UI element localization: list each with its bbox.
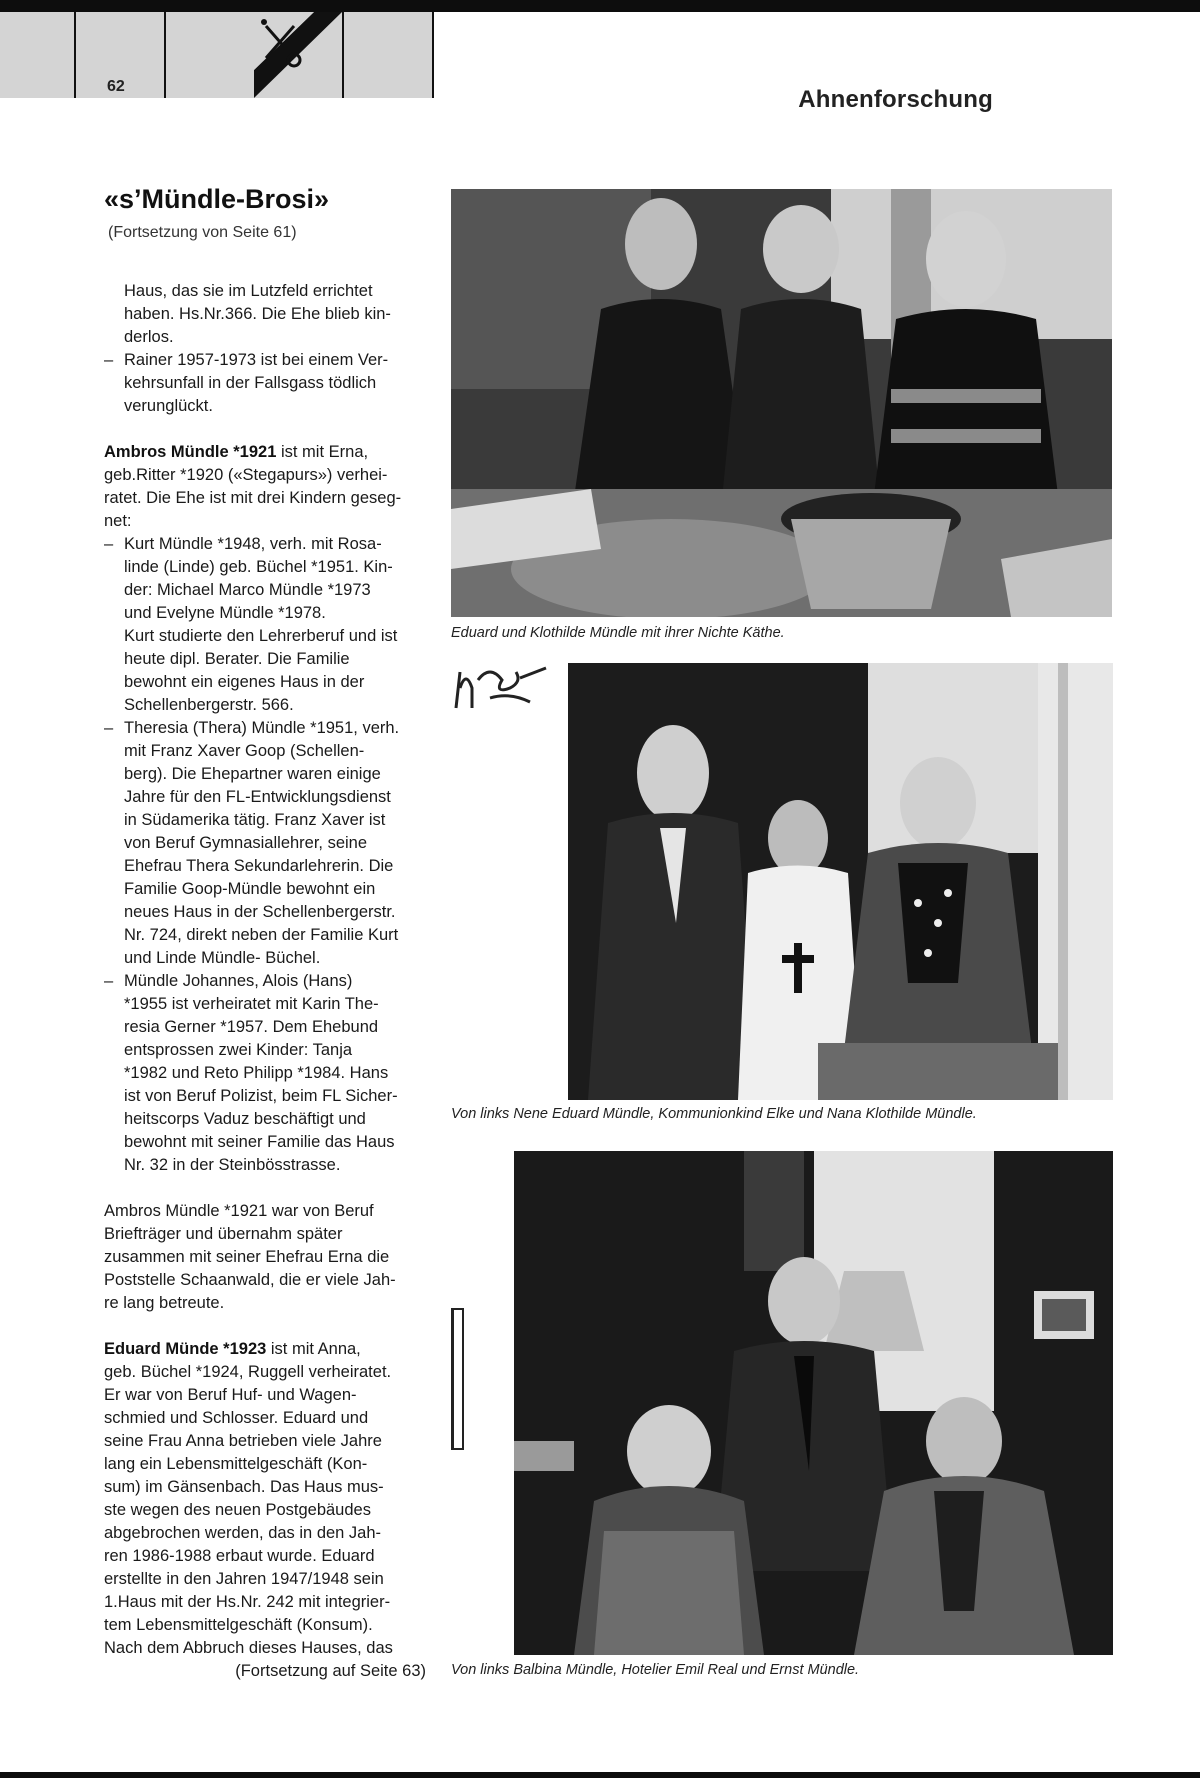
header-strip	[0, 12, 432, 98]
signature-mark	[450, 658, 550, 718]
paragraph-haus: Haus, das sie im Lutzfeld errichtet haben. Hs.Nr.366. Die Ehe blieb kin- derlos.	[124, 282, 391, 346]
header-divider	[74, 12, 76, 98]
article-title: «s’Mündle-Brosi»	[104, 184, 330, 214]
photo-caption-3: Von links Balbina Mündle, Hotelier Emil Real und Ernst Mündle.	[451, 1662, 860, 1678]
crossed-tools-emblem	[254, 12, 342, 98]
photo-eduard-elke-klothilde	[568, 663, 1113, 1100]
paragraph-ambros-beruf: Ambros Mündle *1921 war von Beruf Briefträger und übernahm später zusammen mit seiner Ehefrau Erna die Poststelle Schaanwald, die er viele Jah- re lang betreute.	[104, 1202, 396, 1312]
name-ambros: Ambros Mündle *1921	[104, 443, 277, 461]
article-subtitle: (Fortsetzung von Seite 61)	[108, 224, 297, 241]
top-border	[0, 0, 1200, 12]
list-item-kurt: – Kurt Mündle *1948, verh. mit Rosa- linde (Linde) geb. Büchel *1951. Kin- der: Michael Marco Mündle *1973 und Evelyne Mündle *1978. Kurt studierte den Lehrerberuf und ist heute dipl. Berater. Die Familie bewohnt ein eigenes Haus in der Schellenbergerstr. 566.	[104, 535, 398, 714]
page-number: 62	[107, 78, 125, 95]
list-item-hans: – Mündle Johannes, Alois (Hans) *1955 ist verheiratet mit Karin The- resia Gerner *1957. Dem Ehebund entsprossen zwei Kinder: Tanja *1982 und Reto Philipp *1984. Hans ist von Beruf Polizist, beim FL Sicher- heitscorps Vaduz beschäftigt und bewohnt mit seiner Familie das Haus Nr. 32 in der Steinbösstrasse.	[104, 972, 398, 1174]
photo-eduard-klothilde-kaethe	[451, 189, 1112, 617]
article-body	[104, 280, 426, 1683]
paragraph-eduard: Eduard Münde *1923 ist mit Anna, geb. Büchel *1924, Ruggell verheiratet. Er war von Beruf Huf- und Wagen- schmied und Schlosser. Eduard und seine Frau Anna betrieben viele Jahre lang ein Lebensmittelgeschäft (Kon- sum) im Gänsenbach. Das Haus mus- ste wegen des neuen Postgebäudes abgebrochen werden, das in den Jah- ren 1986-1988 erbaut wurde. Eduard erstellte in den Jahren 1947/1948 sein 1.Haus mit der Hs.Nr. 242 mit integrier- tem Lebensmittelgeschäft (Konsum). Nach dem Abbruch dieses Hauses, das	[104, 1340, 393, 1657]
bottom-border	[0, 1772, 1200, 1778]
continued-note: (Fortsetzung auf Seite 63)	[235, 1662, 426, 1680]
header-divider	[164, 12, 166, 98]
name-eduard: Eduard Münde *1923	[104, 1340, 267, 1358]
photo-caption-2: Von links Nene Eduard Mündle, Kommunionkind Elke und Nana Klothilde Mündle.	[451, 1106, 977, 1122]
photo-caption-1: Eduard und Klothilde Mündle mit ihrer Nichte Käthe.	[451, 625, 785, 641]
margin-mark	[451, 1308, 464, 1450]
header-divider	[432, 12, 434, 98]
photo-balbina-emil-ernst	[514, 1151, 1113, 1655]
section-title: Ahnenforschung	[798, 86, 993, 113]
list-item-rainer: – Rainer 1957-1973 ist bei einem Ver- kehrsunfall in der Fallsgass tödlich verunglückt.	[104, 351, 389, 415]
list-item-theresia: – Theresia (Thera) Mündle *1951, verh. mit Franz Xaver Goop (Schellen- berg). Die Ehepartner waren einige Jahre für den FL-Entwicklungsdienst in Südamerika tätig. Franz Xaver ist von Beruf Gymnasiallehrer, seine Ehefrau Thera Sekundarlehrerin. Die Familie Goop-Mündle bewohnt ein neues Haus in der Schellenbergerstr. Nr. 724, direkt neben der Familie Kurt und Linde Mündle- Büchel.	[104, 719, 400, 967]
paragraph-ambros: Ambros Mündle *1921 ist mit Erna, geb.Ritter *1920 («Stegapurs») verhei- ratet. Die Ehe ist mit drei Kindern geseg- net:	[104, 443, 402, 530]
header-divider	[342, 12, 344, 98]
